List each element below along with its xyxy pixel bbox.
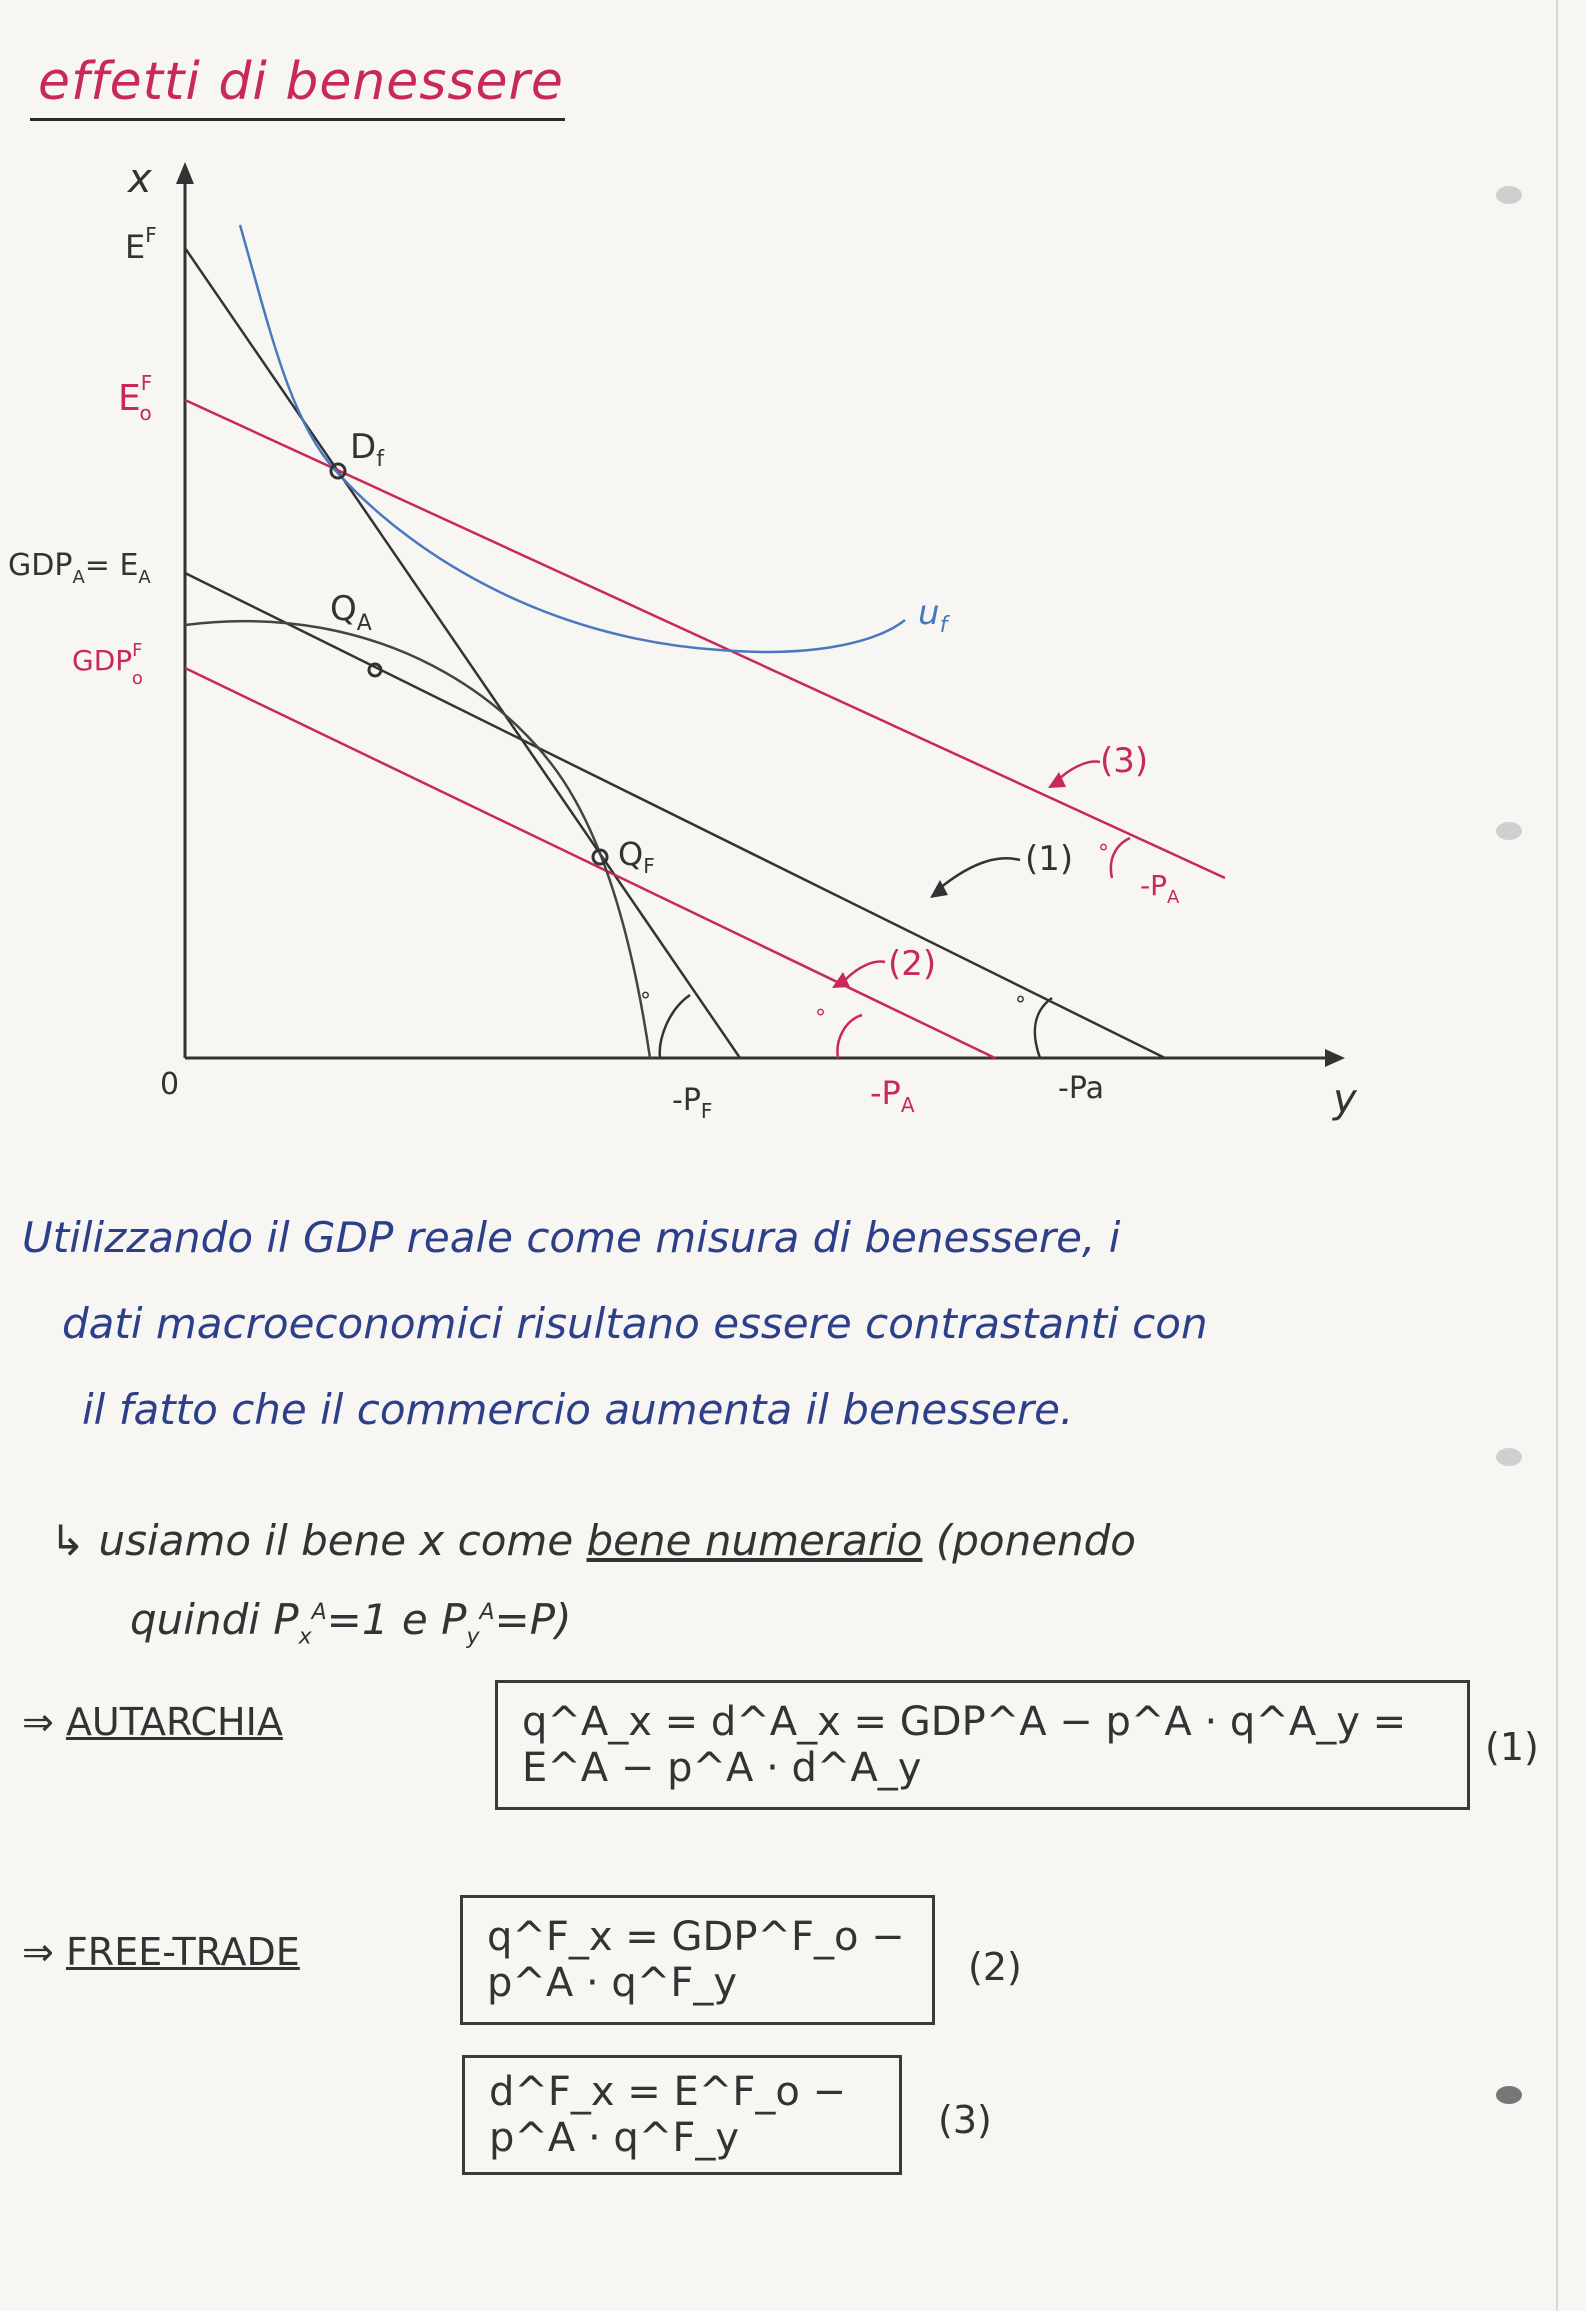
arrow-to-line-1 (940, 858, 1020, 888)
angle-arc-ppf (660, 995, 690, 1058)
autarchia-heading: ⇒ AUTARCHIA (22, 1700, 283, 1744)
welfare-graph (0, 140, 1357, 1140)
horizontal-axis-arrow (1325, 1049, 1345, 1067)
horizontal-axis-label: y (1333, 1076, 1357, 1122)
note-line-2: quindi $P_x^A=1$ e $P_y^A=P$) (130, 1595, 572, 1650)
vertical-axis-arrow (176, 162, 194, 184)
vertical-axis-label: x (128, 156, 152, 202)
indifference-curve-uf (240, 225, 905, 652)
budget-line-2 (185, 668, 995, 1058)
note-prefix: ↳ usiamo il bene x come (50, 1516, 574, 1565)
angle-arc-3 (1111, 838, 1130, 878)
title-underline (30, 118, 565, 121)
degree-mark: ° (640, 989, 651, 1014)
ppf-curve (185, 621, 650, 1058)
free-trade-equation-box (460, 1895, 935, 2025)
arrow-to-line-2 (845, 962, 885, 980)
paragraph-line-3: il fatto che il commercio aumenta il benessere. (82, 1385, 1074, 1434)
autarchia-label: AUTARCHIA (65, 1700, 283, 1744)
note-numeraire: bene numerario (586, 1516, 923, 1565)
page-title: effetti di benessere (38, 52, 564, 112)
label-QA: $Q_A$ (330, 589, 372, 636)
arrow-to-line-3 (1060, 762, 1100, 778)
degree-mark: ° (1015, 993, 1026, 1018)
label-QF: $Q_F$ (618, 835, 655, 878)
origin-label: 0 (160, 1067, 180, 1102)
budget-line-3 (185, 400, 1225, 878)
label-Df: $D_f$ (350, 427, 384, 472)
slope-label-Pa: -Pa (1058, 1071, 1104, 1106)
slope-label-PA: $-P_A$ (870, 1074, 915, 1117)
free-trade-label: FREE-TRADE (65, 1930, 300, 1974)
free-trade-tag: (2) (968, 1945, 1022, 1989)
degree-mark: ° (815, 1006, 826, 1031)
note-suffix: (ponendo (935, 1516, 1137, 1565)
free-trade-equation-box-2 (462, 2055, 902, 2175)
numeraire-note (50, 1505, 1550, 1673)
angle-arc-2 (837, 1015, 862, 1058)
free-trade-price-line (185, 248, 740, 1058)
autarchia-equation-box (495, 1680, 1470, 1810)
tag-line-1: (1) (1025, 839, 1074, 879)
free-trade-equation-2: d^F_x = E^F_o − p^A · q^F_y (489, 2069, 847, 2161)
tag-line-2: (2) (888, 944, 937, 984)
label-E0F: $E^F$ o (118, 371, 152, 425)
angle-arc-1 (1035, 998, 1052, 1058)
free-trade-heading: ⇒ FREE-TRADE (22, 1930, 300, 1974)
punch-hole (1496, 186, 1522, 204)
tag-line-3: (3) (1100, 741, 1149, 781)
label-EF: $E^F$ (125, 223, 157, 266)
label-GDPA-EA: $GDP_A= E_A$ (8, 548, 151, 588)
slope-label-PF: $-P_F$ (672, 1083, 713, 1123)
punch-hole (1496, 2086, 1522, 2104)
slope-label-PA-right: $-P_A$ (1140, 869, 1180, 908)
degree-mark: ° (1098, 841, 1109, 866)
margin-line (1556, 0, 1558, 2311)
punch-hole (1496, 822, 1522, 840)
paragraph-line-1: Utilizzando il GDP reale come misura di benessere, i (22, 1213, 1121, 1262)
paragraph-line-2: dati macroeconomici risultano essere contrastanti con (62, 1299, 1208, 1348)
autarchia-equation: q^A_x = d^A_x = GDP^A − p^A · q^A_y = E^A − p^A · d^A_y (522, 1699, 1407, 1791)
label-GDP0F: $GDP^F$ o (72, 640, 143, 689)
free-trade-equation: q^F_x = GDP^F_o − p^A · q^F_y (487, 1914, 905, 2006)
free-trade-tag-2: (3) (938, 2098, 992, 2142)
label-uf: $u_f$ (918, 593, 948, 638)
autarchia-tag: (1) (1485, 1725, 1539, 1769)
explanation-paragraph (22, 1195, 1552, 1453)
